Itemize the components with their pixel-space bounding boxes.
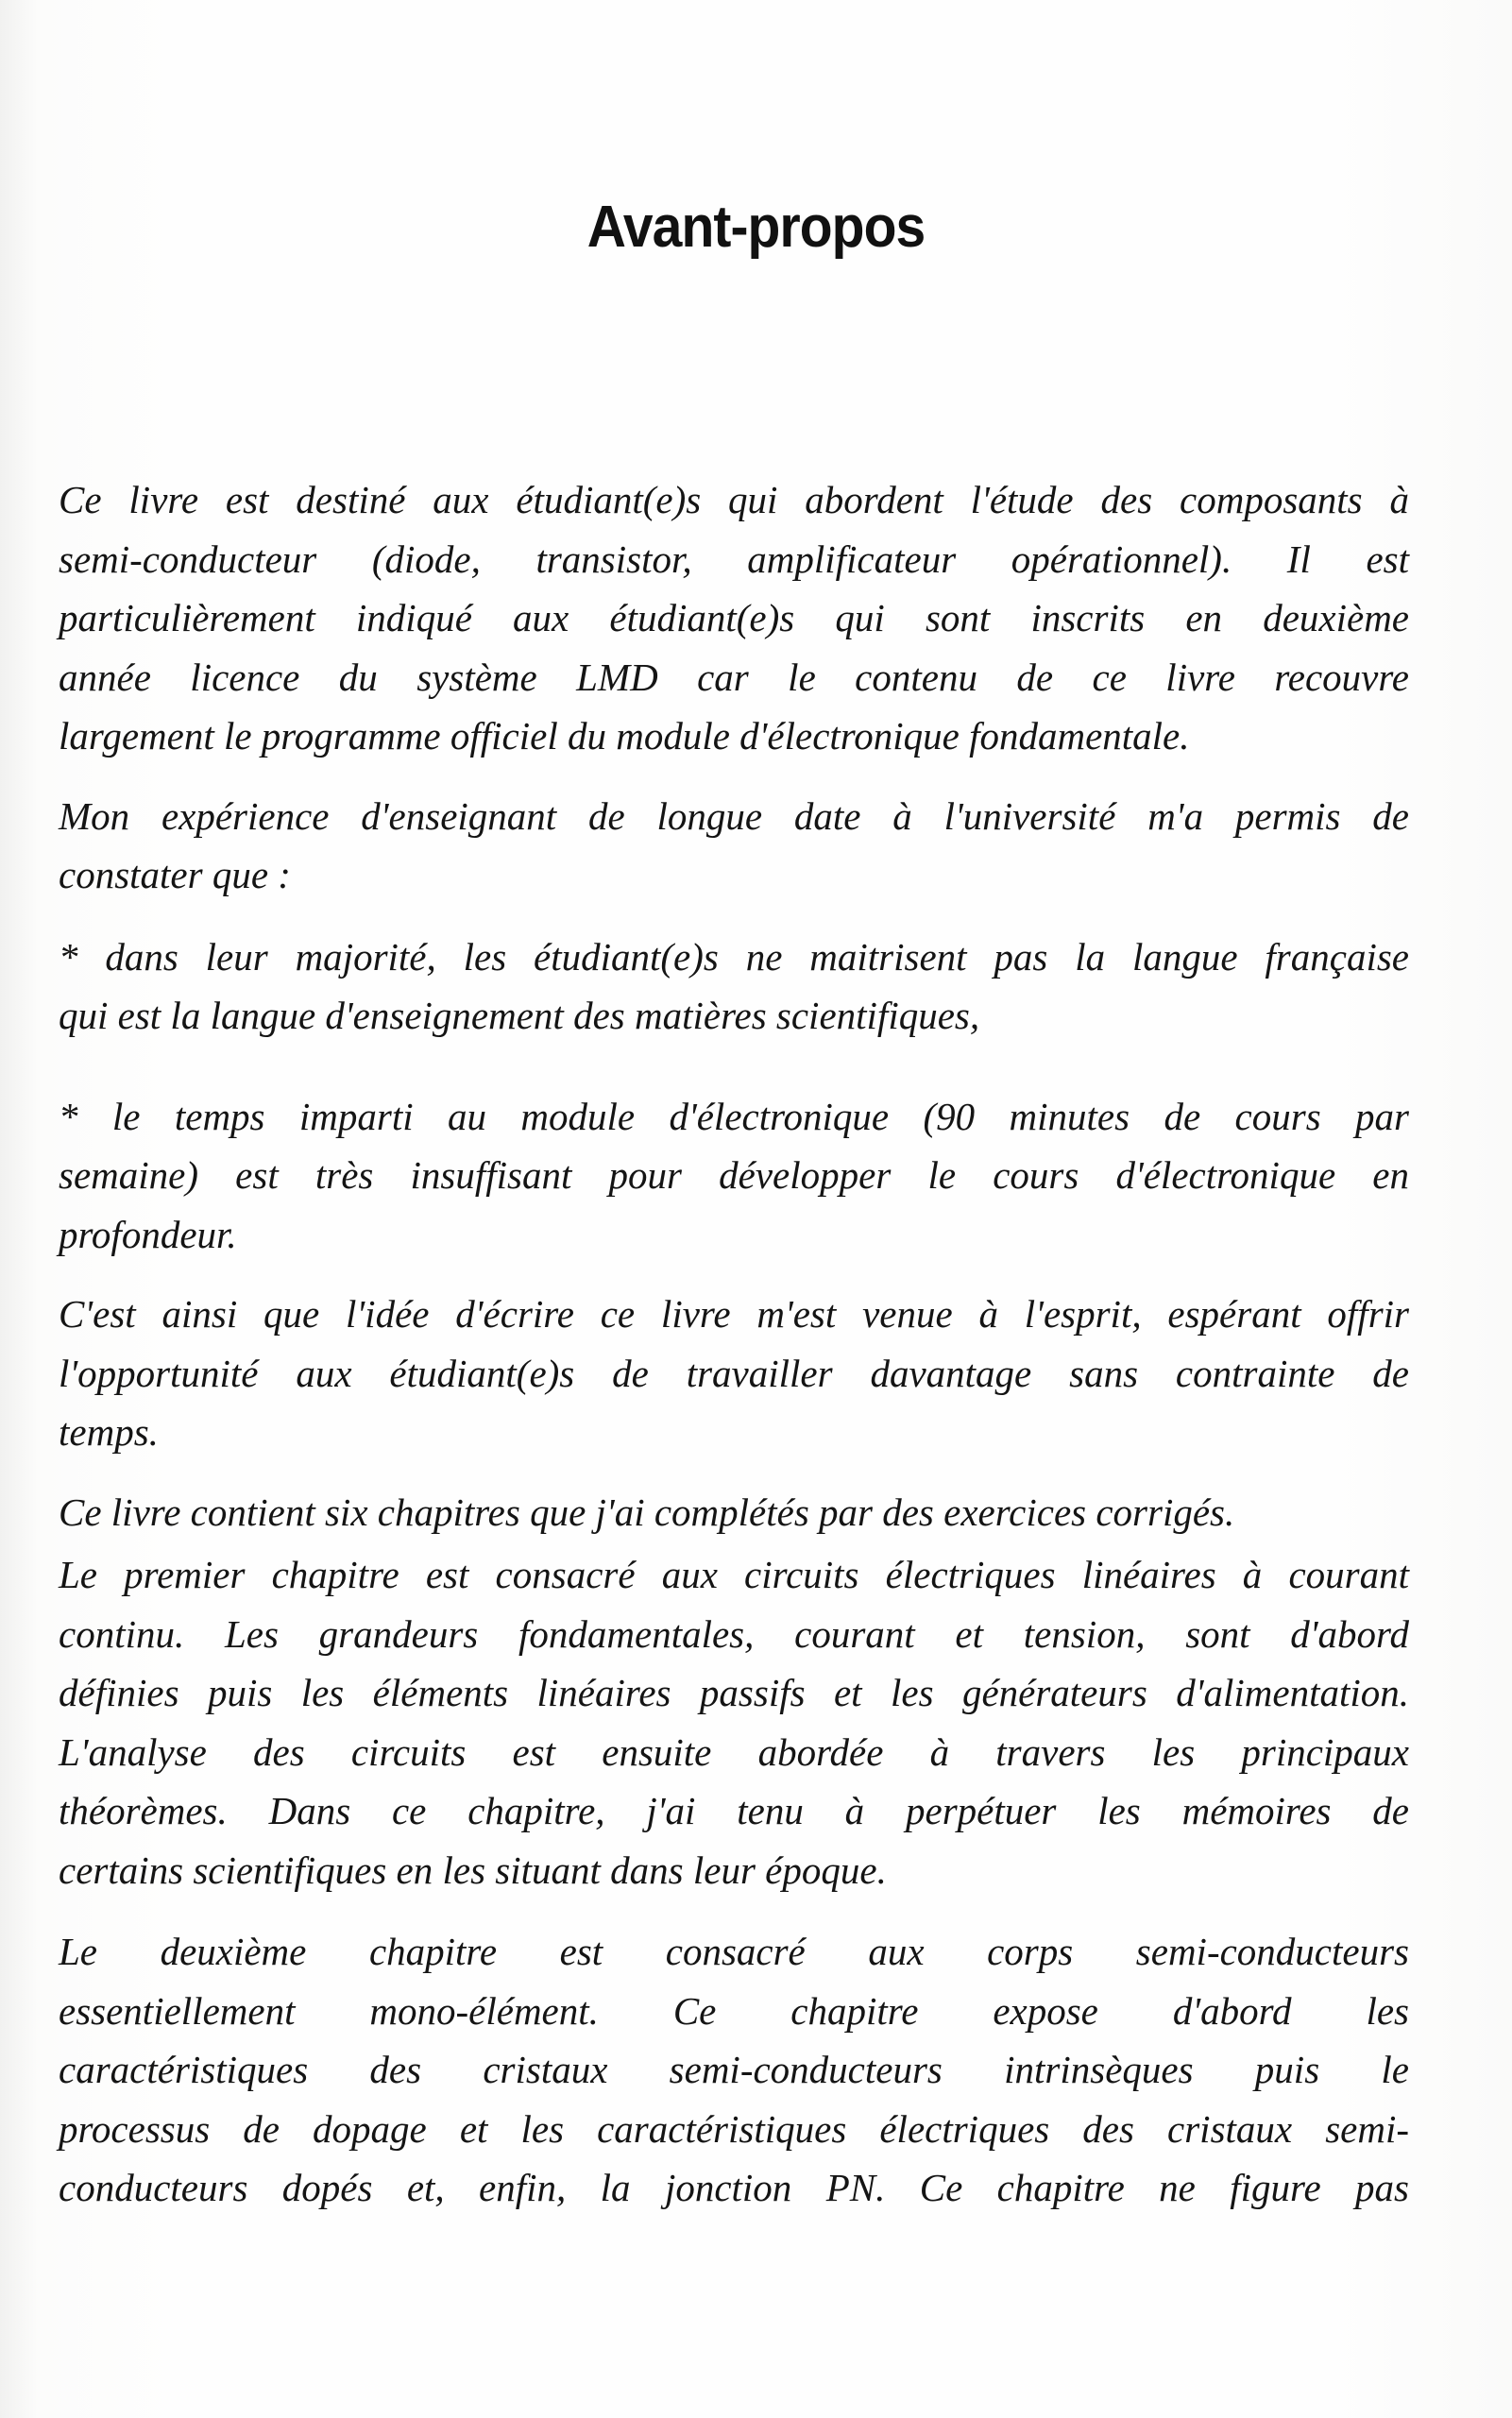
text-line: Mon expérience d'enseignant de longue date à l'université m'a permis de xyxy=(59,793,1409,838)
text-line: semaine) est très insuffisant pour développer le cours d'électronique en xyxy=(59,1153,1409,1197)
text-line: continu. Les grandeurs fondamentales, courant et tension, sont d'abord xyxy=(59,1611,1409,1656)
paragraph-chapter-one xyxy=(59,1545,1409,1899)
text-line: l'opportunité aux étudiant(e)s de travailler davantage sans contrainte de xyxy=(59,1351,1409,1395)
text-line: C'est ainsi que l'idée d'écrire ce livre m'est venue à l'esprit, espérant offrir xyxy=(59,1292,1409,1336)
text-line: * le temps imparti au module d'électronique (90 minutes de cours par xyxy=(59,1094,1409,1138)
text-line: Ce livre contient six chapitres que j'ai complétés par des exercices corrigés. xyxy=(59,1490,1235,1534)
text-line: particulièrement indiqué aux étudiant(e)s qui sont inscrits en deuxième xyxy=(59,596,1409,639)
text-line: constater que : xyxy=(59,853,291,896)
text-line: caractéristiques des cristaux semi-conducteurs intrinsèques puis le xyxy=(59,2048,1409,2091)
text-line: définies puis les éléments linéaires passifs et les générateurs d'alimentation. xyxy=(59,1671,1409,1714)
paragraph-chapter-two xyxy=(59,1922,1409,2218)
text-line: profondeur. xyxy=(59,1212,237,1256)
text-line: Ce livre est destiné aux étudiant(e)s qui abordent l'étude des composants à xyxy=(59,478,1409,521)
paragraph-intended-audience xyxy=(59,470,1409,766)
paragraph-book-contents xyxy=(59,1483,1409,1542)
text-line: théorèmes. Dans ce chapitre, j'ai tenu à perpétuer les mémoires de xyxy=(59,1789,1409,1832)
page-title: Avant-propos xyxy=(586,195,926,260)
text-line: certains scientifiques en les situant dans leur époque. xyxy=(59,1848,887,1892)
paragraph-experience xyxy=(59,787,1409,905)
paragraph-motivation xyxy=(59,1285,1409,1462)
paragraph-bullet-language xyxy=(59,928,1409,1046)
paragraph-bullet-time xyxy=(59,1087,1409,1265)
text-line: Le deuxième chapitre est consacré aux corps semi-conducteurs xyxy=(59,1930,1409,1973)
text-line: conducteurs dopés et, enfin, la jonction PN. Ce chapitre ne figure pas xyxy=(59,2166,1409,2209)
text-line: processus de dopage et les caractéristiques électriques des cristaux semi- xyxy=(59,2106,1409,2151)
text-line: temps. xyxy=(59,1410,159,1454)
text-line: semi-conducteur (diode, transistor, amplificateur opérationnel). Il est xyxy=(59,536,1409,581)
text-line: largement le programme officiel du module d'électronique fondamentale. xyxy=(59,714,1190,758)
text-line: * dans leur majorité, les étudiant(e)s ne maitrisent pas la langue française xyxy=(59,934,1409,979)
page-body xyxy=(59,470,1409,2239)
text-line: année licence du système LMD car le contenu de ce livre recouvre xyxy=(59,655,1409,699)
text-line: essentiellement mono-élément. Ce chapitre expose d'abord les xyxy=(59,1988,1409,2033)
text-line: L'analyse des circuits est ensuite abordée à travers les principaux xyxy=(59,1729,1409,1774)
text-line: Le premier chapitre est consacré aux circuits électriques linéaires à courant xyxy=(59,1553,1409,1596)
text-line: qui est la langue d'enseignement des matières scientifiques, xyxy=(59,994,980,1037)
